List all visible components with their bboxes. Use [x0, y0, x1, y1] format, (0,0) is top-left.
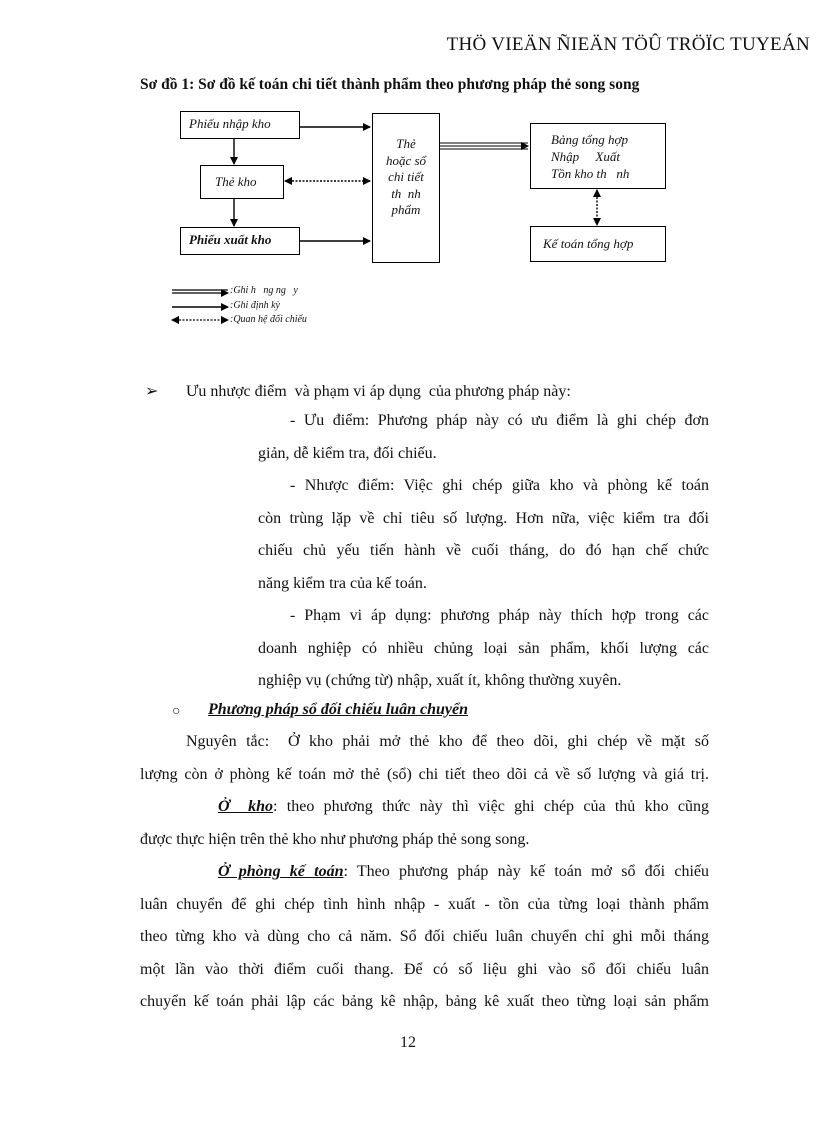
scope-line: - Phạm vi áp dụng: phương pháp này thích hợp trong các — [290, 607, 709, 624]
disadvantage-line: - Nhược điểm: Việc ghi chép giữa kho và phòng kế toán — [290, 477, 709, 494]
page-number: 12 — [400, 1034, 416, 1051]
box-phieu-nhap-label: Phiếu nhập kho — [189, 116, 271, 131]
the-so-line: phẩm — [391, 202, 421, 217]
legend-crosscheck-label: :Quan hệ đối chiếu — [230, 314, 307, 325]
method-bullet: ○ — [172, 704, 181, 719]
disadvantage-line: chiếu chủ yếu tiến hành về cuối tháng, do đó hạn chế chức — [258, 542, 709, 559]
disadvantage-line: năng kiểm tra của kế toán. — [258, 574, 427, 592]
pkt-label: Ở phòng kế toán — [218, 863, 344, 880]
advantage-line: giản, dễ kiểm tra, đối chiếu. — [258, 444, 437, 462]
advantage-line: - Ưu điểm: Phương pháp này có ưu điểm là ghi chép đơn — [290, 412, 709, 429]
legend-daily-label: :Ghi h ng ng y — [230, 285, 298, 296]
disadvantage-line: còn trùng lặp về chỉ tiêu số lượng. Hơn nữa, việc kiểm tra đối — [258, 509, 709, 527]
kho-line: được thực hiện trên thẻ kho như phương pháp thẻ song song. — [140, 830, 530, 848]
pros-cons-block — [258, 405, 709, 698]
header-brand: THÖ VIEÄN ÑIEÄN TÖÛ TRÖÏC TUYEÁN — [446, 34, 810, 55]
box-phieu-nhap-kho — [180, 111, 300, 139]
bang-tong-hop-line: Bảng tổng hợp — [551, 132, 628, 147]
bang-tong-hop-line: Nhập Xuất — [551, 149, 620, 164]
body-block — [140, 726, 709, 1019]
principle-line: Nguyên tắc: Ở kho phải mở thẻ kho để theo dõi, ghi chép về mặt số — [186, 733, 709, 750]
the-so-line: hoặc sổ — [385, 152, 427, 168]
box-bang-tong-hop — [530, 123, 666, 189]
pkt-line: luân chuyển để ghi chép tình hình nhập - xuất - tồn của từng loại thành phẩm — [140, 895, 709, 913]
bullet-arrow: ➢ — [145, 383, 159, 400]
pkt-line: theo từng kho và dùng cho cả năm. Sổ đối chiếu luân chuyển chỉ ghi mỗi tháng — [140, 928, 709, 945]
box-phieu-xuat-label: Phiếu xuất kho — [189, 232, 272, 247]
pkt-line — [140, 856, 709, 889]
bullet-heading: Ưu nhược điểm và phạm vi áp dụng của phương pháp này: — [186, 383, 571, 400]
principle-line: lượng còn ở phòng kế toán mở thẻ (sổ) chi tiết theo dõi cả về số lượng và giá trị. — [140, 765, 709, 783]
box-the-kho — [200, 165, 284, 199]
scope-line: doanh nghiệp có nhiều chủng loại sản phẩm, khối lượng các — [258, 639, 709, 657]
method-heading: Phương pháp sổ đối chiếu luân chuyển — [208, 701, 468, 718]
pkt-text: : Theo phương pháp này kế toán mở sổ đối chiếu — [343, 863, 709, 880]
bang-tong-hop-line: Tồn kho th nh — [551, 166, 630, 181]
box-phieu-xuat-kho — [180, 227, 300, 255]
scope-line: nghiệp vụ (chứng từ) nhập, xuất ít, không thường xuyên. — [258, 672, 622, 689]
diagram-title: Sơ đồ 1: Sơ đồ kế toán chi tiết thành phẩm theo phương pháp thẻ song song — [140, 76, 640, 93]
pkt-line: một lần vào thời điểm cuối thang. Để có số liệu ghi vào sổ đối chiếu luân — [140, 960, 709, 978]
the-so-line: th nh — [391, 185, 421, 201]
box-the-so-chi-tiet — [372, 113, 440, 263]
box-ke-toan-label: Kế toán tổng hợp — [543, 236, 634, 251]
kho-label: Ở kho — [218, 798, 274, 815]
the-so-line: Thẻ — [396, 136, 416, 151]
kho-line — [140, 791, 709, 824]
pkt-line: chuyển kế toán phải lập các bảng kê nhập, bảng kê xuất theo từng loại sản phẩm — [140, 993, 709, 1010]
the-so-line: chi tiết — [388, 169, 424, 184]
kho-text: : theo phương thức này thì việc ghi chép của thủ kho cũng — [273, 798, 709, 815]
box-the-kho-label: Thẻ kho — [215, 174, 257, 189]
legend-periodic-label: :Ghi định kỳ — [230, 300, 280, 311]
box-ke-toan-tong-hop — [530, 226, 666, 262]
